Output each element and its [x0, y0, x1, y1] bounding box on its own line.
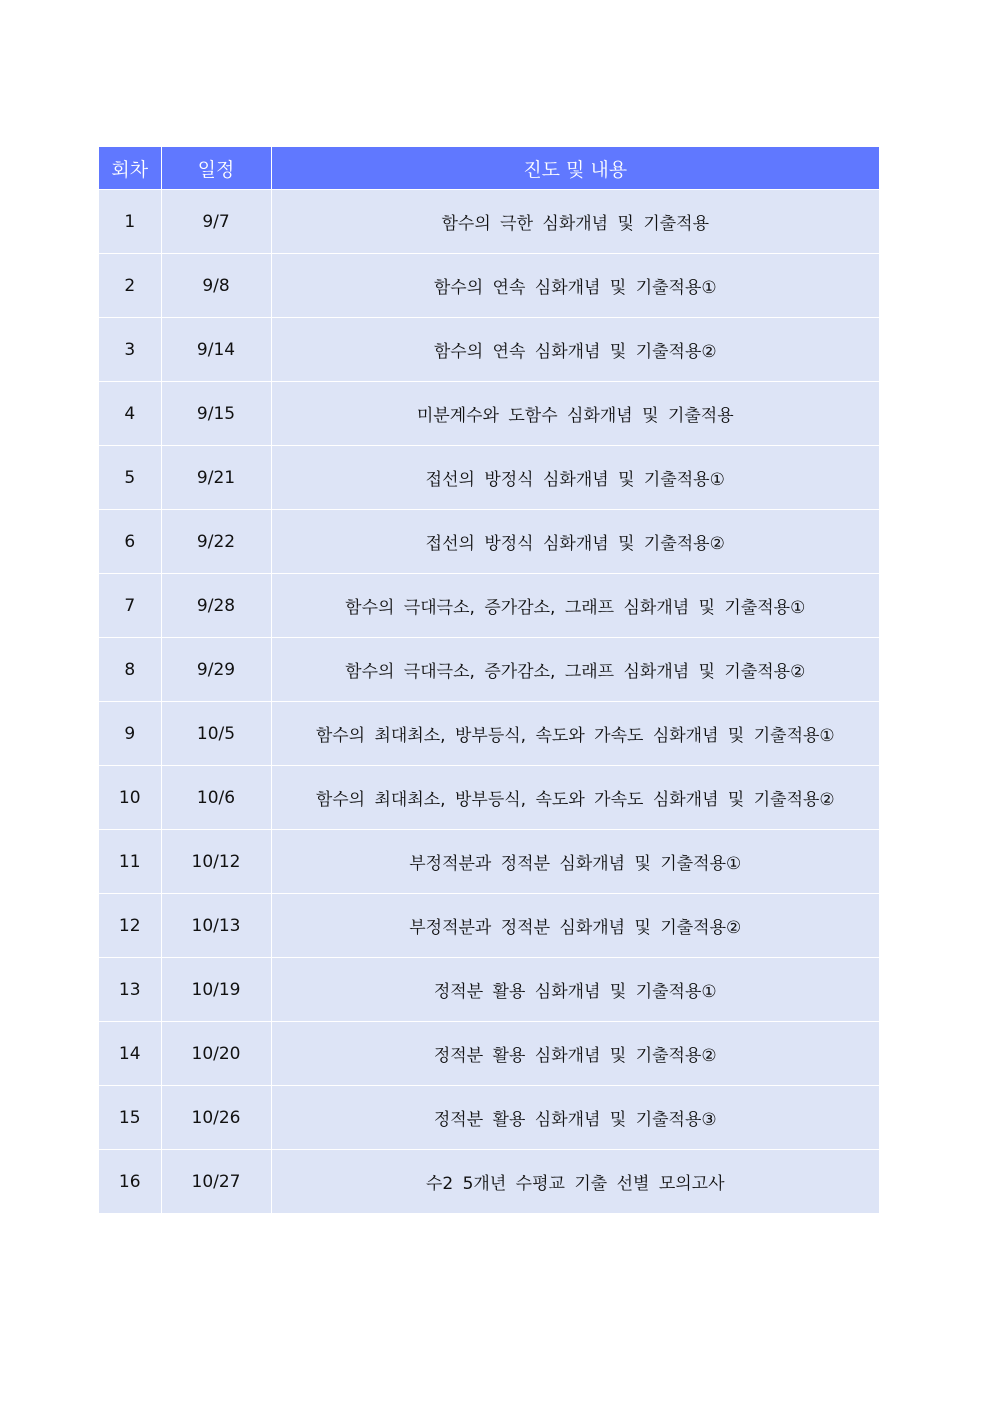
round-cell: 5 [99, 446, 161, 510]
table-row [99, 1150, 879, 1214]
table-row [99, 958, 879, 1022]
date-cell: 10/12 [161, 830, 271, 894]
table-row [99, 1022, 879, 1086]
date-cell: 9/14 [161, 318, 271, 382]
table-row [99, 830, 879, 894]
date-cell: 9/8 [161, 254, 271, 318]
date-cell: 10/6 [161, 766, 271, 830]
round-cell: 6 [99, 510, 161, 574]
date-cell: 10/26 [161, 1086, 271, 1150]
table-row [99, 702, 879, 766]
table-row [99, 510, 879, 574]
schedule-table [99, 147, 879, 1213]
date-cell: 9/28 [161, 574, 271, 638]
round-cell: 16 [99, 1150, 161, 1214]
table-row [99, 382, 879, 446]
date-cell: 9/15 [161, 382, 271, 446]
content-cell: 접선의 방정식 심화개념 및 기출적용① [271, 446, 879, 510]
table-row [99, 766, 879, 830]
content-cell: 정적분 활용 심화개념 및 기출적용③ [271, 1086, 879, 1150]
content-cell: 함수의 최대최소, 방부등식, 속도와 가속도 심화개념 및 기출적용② [271, 766, 879, 830]
round-cell: 2 [99, 254, 161, 318]
content-cell: 미분계수와 도함수 심화개념 및 기출적용 [271, 382, 879, 446]
round-cell: 3 [99, 318, 161, 382]
content-cell: 함수의 극대극소, 증가감소, 그래프 심화개념 및 기출적용① [271, 574, 879, 638]
table-row [99, 638, 879, 702]
table-row [99, 446, 879, 510]
date-cell: 9/29 [161, 638, 271, 702]
date-cell: 9/22 [161, 510, 271, 574]
table-row [99, 190, 879, 254]
round-cell: 15 [99, 1086, 161, 1150]
round-cell: 13 [99, 958, 161, 1022]
table-row [99, 894, 879, 958]
header-content: 진도 및 내용 [271, 147, 879, 190]
table-row [99, 574, 879, 638]
table-row [99, 1086, 879, 1150]
content-cell: 접선의 방정식 심화개념 및 기출적용② [271, 510, 879, 574]
header-round: 회차 [99, 147, 161, 190]
table-header-row [99, 147, 879, 190]
table-body [99, 190, 879, 1214]
content-cell: 부정적분과 정적분 심화개념 및 기출적용① [271, 830, 879, 894]
date-cell: 9/7 [161, 190, 271, 254]
content-cell: 정적분 활용 심화개념 및 기출적용② [271, 1022, 879, 1086]
content-cell: 수2 5개년 수평교 기출 선별 모의고사 [271, 1150, 879, 1214]
table-row [99, 318, 879, 382]
content-cell: 함수의 연속 심화개념 및 기출적용② [271, 318, 879, 382]
content-cell: 함수의 연속 심화개념 및 기출적용① [271, 254, 879, 318]
round-cell: 1 [99, 190, 161, 254]
date-cell: 10/20 [161, 1022, 271, 1086]
round-cell: 7 [99, 574, 161, 638]
content-cell: 함수의 극대극소, 증가감소, 그래프 심화개념 및 기출적용② [271, 638, 879, 702]
content-cell: 함수의 극한 심화개념 및 기출적용 [271, 190, 879, 254]
content-cell: 정적분 활용 심화개념 및 기출적용① [271, 958, 879, 1022]
header-date: 일정 [161, 147, 271, 190]
round-cell: 12 [99, 894, 161, 958]
table-row [99, 254, 879, 318]
round-cell: 9 [99, 702, 161, 766]
date-cell: 10/27 [161, 1150, 271, 1214]
round-cell: 11 [99, 830, 161, 894]
round-cell: 14 [99, 1022, 161, 1086]
content-cell: 부정적분과 정적분 심화개념 및 기출적용② [271, 894, 879, 958]
round-cell: 10 [99, 766, 161, 830]
date-cell: 10/19 [161, 958, 271, 1022]
date-cell: 10/5 [161, 702, 271, 766]
content-cell: 함수의 최대최소, 방부등식, 속도와 가속도 심화개념 및 기출적용① [271, 702, 879, 766]
round-cell: 8 [99, 638, 161, 702]
date-cell: 9/21 [161, 446, 271, 510]
date-cell: 10/13 [161, 894, 271, 958]
round-cell: 4 [99, 382, 161, 446]
